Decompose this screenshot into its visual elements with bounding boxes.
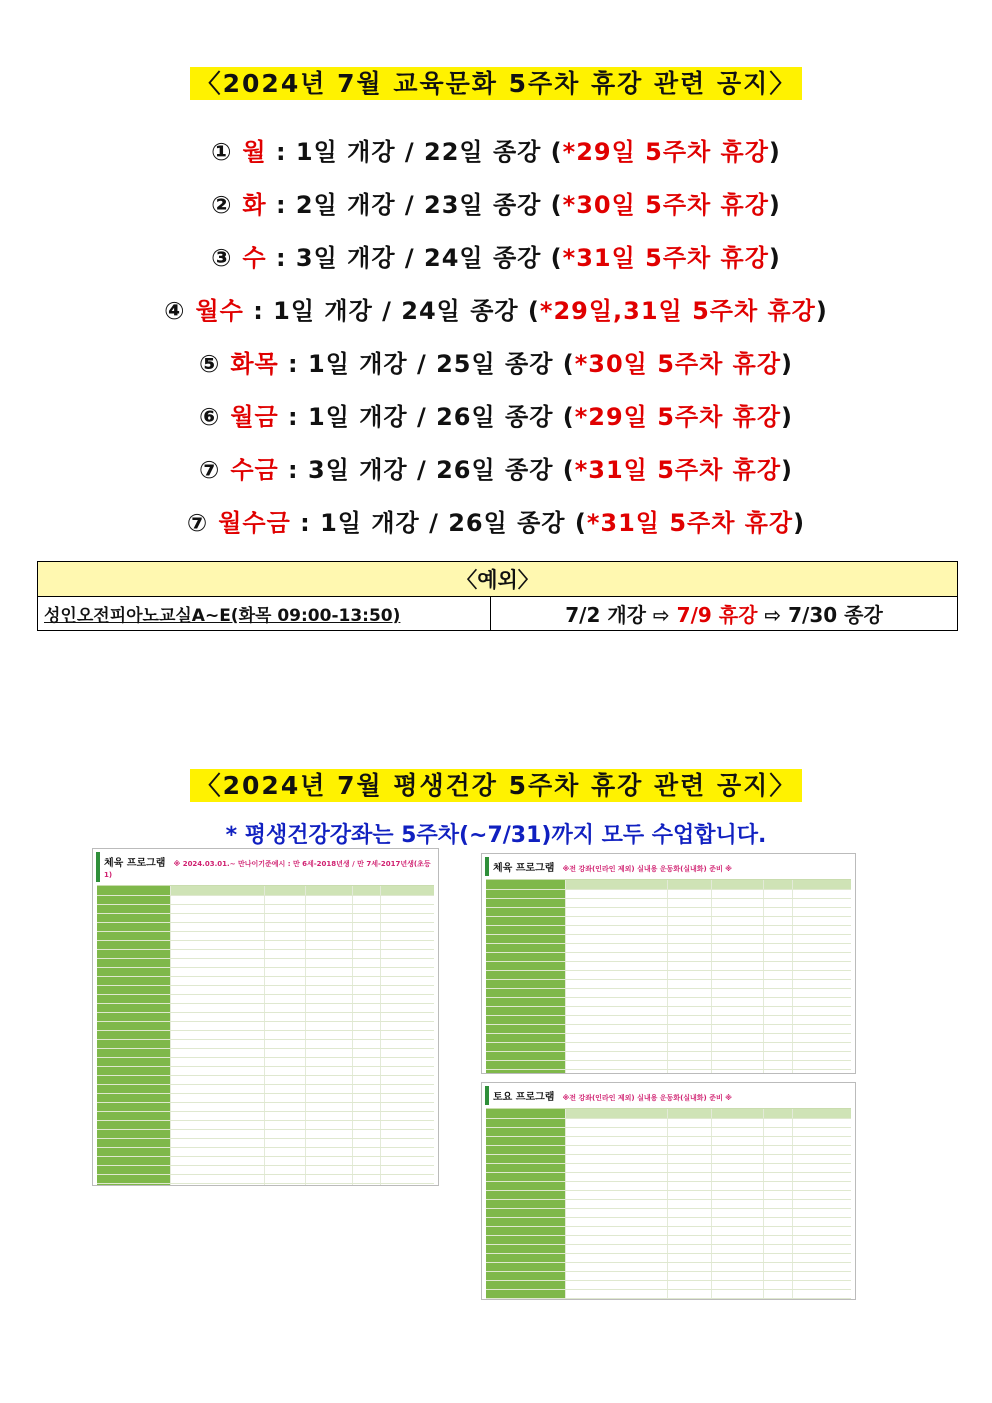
notice1-line-num: ⑥ (199, 403, 221, 431)
schedule-row (486, 1043, 851, 1052)
schedule-row (97, 923, 434, 932)
notice1-line-day: 월금 (230, 403, 279, 431)
notice1-line-mid: : 1일 개강 / 22일 종강 ( (266, 138, 563, 166)
schedule-row (97, 1166, 434, 1175)
schedule-row (97, 1004, 434, 1013)
notice1-line-day: 수금 (230, 456, 279, 484)
notice1-line-end: ) (815, 297, 828, 325)
notice1-line-end: ) (768, 191, 781, 219)
schedule-row (486, 1007, 851, 1016)
notice1-line-mid: : 1일 개강 / 26일 종강 ( (278, 403, 575, 431)
notice1-line-mid: : 1일 개강 / 26일 종강 ( (290, 509, 587, 537)
notice1-line-red: *30일 5주차 휴강 (574, 350, 782, 378)
schedule-row (486, 899, 851, 908)
schedule-row (486, 989, 851, 998)
schedule-row (486, 1155, 851, 1164)
schedule-row (97, 1013, 434, 1022)
notice1-line-day: 월 (242, 138, 267, 166)
notice1-line-mid: : 3일 개강 / 24일 종강 ( (266, 244, 563, 272)
exception-open: 7/2 개강 ⇨ (565, 603, 677, 627)
schedule-row (486, 1245, 851, 1254)
schedule-image-right-top (481, 853, 856, 1074)
schedule-right-top-grid (486, 879, 851, 1074)
schedule-row (486, 1191, 851, 1200)
notice1-line-end: ) (768, 244, 781, 272)
exception-schedule (491, 597, 958, 631)
notice1-line-mid: : 1일 개강 / 24일 종강 ( (243, 297, 540, 325)
notice1-line-day: 화목 (230, 350, 279, 378)
notice1-line (0, 238, 992, 273)
notice1-line-red: *29일,31일 5주차 휴강 (539, 297, 816, 325)
schedule-row (486, 1281, 851, 1290)
schedule-row (486, 1025, 851, 1034)
schedule-row (97, 941, 434, 950)
notice1-line-mid: : 3일 개강 / 26일 종강 ( (278, 456, 575, 484)
notice1-line-day: 월수금 (218, 509, 291, 537)
notice1-line-end: ) (781, 350, 793, 378)
exception-break: 7/9 휴강 (676, 603, 758, 627)
schedule-row (486, 908, 851, 917)
schedule-row (97, 1157, 434, 1166)
notice1-line-num: ② (211, 191, 233, 219)
schedule-row (486, 1137, 851, 1146)
notice2-subtitle: * 평생건강강좌는 5주차(~7/31)까지 모두 수업합니다. (225, 823, 767, 848)
schedule-row (97, 995, 434, 1004)
notice1-line-red: *31일 5주차 휴강 (574, 456, 782, 484)
schedule-row (486, 926, 851, 935)
notice1-line-num: ④ (164, 297, 186, 325)
notice1-line (0, 291, 992, 326)
schedule-right-bottom-header: 토요 프로그램 ※전 강좌(인라인 제외) 실내용 운동화(실내화) 준비 ※ (485, 1086, 852, 1105)
schedule-row (486, 1182, 851, 1191)
schedule-row (486, 890, 851, 899)
notice1-title (0, 64, 992, 100)
schedule-row (486, 1164, 851, 1173)
schedule-row (97, 1085, 434, 1094)
notice1-line (0, 450, 992, 485)
schedule-row (97, 1094, 434, 1103)
notice1-title-text: 〈2024년 7월 교육문화 5주차 휴강 관련 공지〉 (190, 67, 803, 100)
notice1-line (0, 503, 992, 538)
schedule-row (486, 917, 851, 926)
notice1-line-end: ) (781, 456, 793, 484)
schedule-row (97, 1067, 434, 1076)
schedule-row (486, 1109, 851, 1119)
notice1-line-day: 월수 (195, 297, 244, 325)
schedule-row (486, 1236, 851, 1245)
schedule-row (486, 980, 851, 989)
notice2-title-text: 〈2024년 7월 평생건강 5주차 휴강 관련 공지〉 (190, 769, 803, 802)
notice1-line-red: *29일 5주차 휴강 (574, 403, 782, 431)
notice1-line-mid: : 2일 개강 / 23일 종강 ( (266, 191, 563, 219)
schedule-row (97, 1139, 434, 1148)
notice1-line-mid: : 1일 개강 / 25일 종강 ( (278, 350, 575, 378)
schedule-left-header: 체육 프로그램 ※ 2024.03.01.~ 만나이기준예시 : 만 6세-2018년생 / 만 7세-2017년생(초등1) (96, 852, 435, 882)
schedule-row (97, 1130, 434, 1139)
schedule-right-top-header: 체육 프로그램 ※전 강좌(인라인 제외) 실내용 운동화(실내화) 준비 ※ (485, 857, 852, 876)
schedule-row (97, 968, 434, 977)
schedule-row (97, 986, 434, 995)
notice1-line-red: *31일 5주차 휴강 (586, 509, 794, 537)
schedule-row (97, 1031, 434, 1040)
schedule-row (97, 1040, 434, 1049)
schedule-row (97, 1022, 434, 1031)
schedule-row (486, 1070, 851, 1074)
schedule-row (97, 1049, 434, 1058)
schedule-image-left (92, 848, 439, 1186)
notice1-line-num: ③ (211, 244, 233, 272)
notice1-line-end: ) (768, 138, 781, 166)
schedule-row (486, 1218, 851, 1227)
schedule-image-right-bottom (481, 1082, 856, 1300)
schedule-row (97, 1112, 434, 1121)
exception-table (37, 561, 958, 631)
schedule-row (486, 935, 851, 944)
schedule-row (486, 1146, 851, 1155)
schedule-row (97, 1076, 434, 1085)
notice1-line-red: *30일 5주차 휴강 (562, 191, 769, 219)
schedule-row (97, 959, 434, 968)
schedule-left-grid (97, 885, 434, 1186)
schedule-row (97, 914, 434, 923)
schedule-row (486, 1254, 851, 1263)
schedule-row (97, 1148, 434, 1157)
notice1-line-red: *29일 5주차 휴강 (562, 138, 769, 166)
notice1-line-num: ① (211, 138, 233, 166)
notice2-title (0, 766, 992, 802)
schedule-row (486, 1052, 851, 1061)
schedule-right-bottom-grid (486, 1108, 851, 1300)
notice1-line-num: ⑦ (199, 456, 221, 484)
schedule-row (486, 962, 851, 971)
schedule-row (486, 1173, 851, 1182)
schedule-row (486, 1299, 851, 1300)
notice1-line-day: 수 (242, 244, 267, 272)
schedule-row (486, 880, 851, 890)
schedule-row (486, 1200, 851, 1209)
exception-class: 성인오전피아노교실A~E(화목 09:00-13:50) (38, 597, 491, 631)
notice1-line-num: ⑦ (186, 509, 209, 537)
exception-header: 〈예외〉 (38, 562, 958, 597)
notice1-line (0, 132, 992, 167)
schedule-row (486, 1263, 851, 1272)
schedule-row (486, 1034, 851, 1043)
schedule-row (486, 1016, 851, 1025)
notice1-line (0, 344, 992, 379)
notice1-line (0, 185, 992, 220)
schedule-row (486, 998, 851, 1007)
notice1-line-day: 화 (242, 191, 267, 219)
schedule-row (97, 932, 434, 941)
schedule-row (97, 886, 434, 896)
schedule-row (486, 1119, 851, 1128)
schedule-row (97, 1103, 434, 1112)
schedule-row (486, 971, 851, 980)
schedule-row (486, 1128, 851, 1137)
notice1-line-red: *31일 5주차 휴강 (562, 244, 769, 272)
notice1-line (0, 397, 992, 432)
notice1-line-end: ) (793, 509, 806, 537)
schedule-row (486, 1290, 851, 1299)
schedule-row (97, 1121, 434, 1130)
schedule-row (97, 1175, 434, 1184)
schedule-row (97, 1058, 434, 1067)
schedule-row (486, 944, 851, 953)
notice1-line-num: ⑤ (199, 350, 221, 378)
schedule-row (97, 977, 434, 986)
schedule-row (486, 1272, 851, 1281)
schedule-row (97, 905, 434, 914)
schedule-row (97, 1184, 434, 1186)
schedule-row (486, 1227, 851, 1236)
schedule-row (97, 950, 434, 959)
exception-close: ⇨ 7/30 종강 (757, 603, 883, 627)
notice1-line-end: ) (781, 403, 793, 431)
schedule-row (97, 896, 434, 905)
schedule-row (486, 1061, 851, 1070)
schedule-row (486, 1209, 851, 1218)
schedule-row (486, 953, 851, 962)
